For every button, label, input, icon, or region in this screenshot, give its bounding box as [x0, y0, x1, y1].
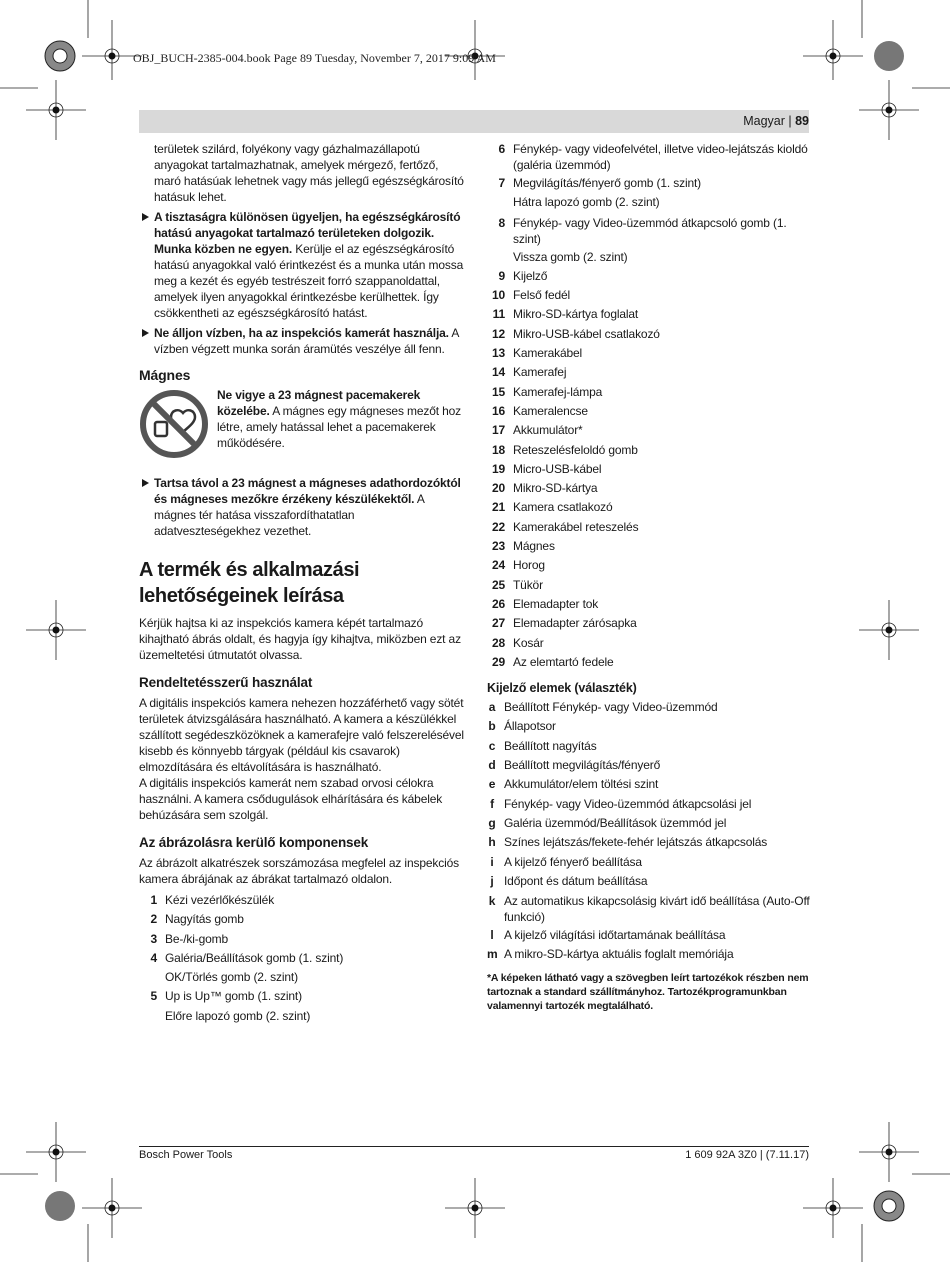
intended-use-p1: A digitális inspekciós kamera nehezen hozzáférhető vagy sötét területek átvizsgálására használható. A kamera a készülékkel szállított segédeszközöknek a kamerafejre való felszerelésével kisebb és könnyebb tárgyak (például kis csavarok) elmozdítására és eltávolítására is használható. — [139, 696, 464, 774]
list-item-sub: Hátra lapozó gomb (2. szint) — [513, 195, 660, 210]
bullet-triangle-icon — [142, 329, 149, 337]
footnote: *A képeken látható vagy a szövegben leírt tartozékok részben nem tartoznak a standard szállítmányhoz. Tartozékprogramunkban valamennyi tartozék megtalálható. — [487, 971, 809, 1012]
list-item: 22 Kamerakábel reteszelés — [491, 519, 639, 534]
list-item: 17 Akkumulátor* — [491, 423, 583, 438]
list-item: 19 Micro-USB-kábel — [491, 461, 602, 476]
list-item: l A kijelző világítási időtartamának beállítása — [490, 928, 726, 943]
list-item: b Állapotsor — [488, 719, 556, 734]
list-item: 26 Elemadapter tok — [491, 596, 599, 611]
components-heading: Az ábrázolásra kerülő komponensek — [139, 835, 369, 850]
components-intro: Az ábrázolt alkatrészek sorszámozása megfelel az inspekciós kamera ábrájának az ábrákat tartalmazó oldalon. — [139, 856, 459, 886]
list-item: a Beállított Fénykép- vagy Video-üzemmód — [488, 700, 718, 715]
warning-water: Ne álljon vízben, ha az inspekciós kamerát használja. A vízben végzett munka során áramütés veszélye áll fenn. — [139, 325, 464, 357]
header-bar — [139, 110, 809, 133]
page-header: Magyar | 89 — [743, 114, 809, 128]
components-list-left — [139, 891, 464, 1026]
list-item: 16 Kameralencse — [491, 403, 588, 418]
page-number: 89 — [795, 114, 809, 128]
section-intro: Kérjük hajtsa ki az inspekciós kamera képét tartalmazó kihajtható ábrás oldalt, és hagyja így kihajtva, miközben ezt az üzemeltetési útmutatót olvassa. — [139, 616, 461, 662]
header-language: Magyar — [743, 114, 785, 128]
list-item: 20 Mikro-SD-kártya — [491, 481, 598, 496]
section-title: A termék és alkalmazási lehetőségeinek leírása — [139, 559, 360, 607]
list-item: 29 Az elemtartó fedele — [491, 654, 614, 669]
list-item: i A kijelző fényerő beállítása — [490, 854, 642, 869]
list-item-sub: Vissza gomb (2. szint) — [513, 249, 628, 264]
list-item: 7 Megvilágítás/fényerő gomb (1. szint) — [498, 176, 702, 190]
list-item: 6 Fénykép- vagy videofelvétel, illetve video-lejátszás kioldó (galéria üzemmód) — [498, 142, 808, 172]
list-item: 27 Elemadapter zárósapka — [491, 616, 637, 631]
list-item-sub: OK/Törlés gomb (2. szint) — [165, 970, 298, 985]
intended-use-heading: Rendeltetésszerű használat — [139, 675, 313, 690]
list-item: e Akkumulátor/elem töltési szint — [488, 777, 659, 792]
magnet-warning — [139, 387, 464, 465]
footer-docnumber: 1 609 92A 3Z0 | (7.11.17) — [685, 1149, 809, 1161]
list-item: f Fénykép- vagy Video-üzemmód átkapcsolási jel — [490, 796, 752, 811]
list-item: j Időpont és dátum beállítása — [490, 873, 648, 888]
footer-brand: Bosch Power Tools — [139, 1149, 233, 1161]
list-item: 8 Fénykép- vagy Video-üzemmód átkapcsoló gomb (1. szint) — [498, 215, 787, 246]
bullet-triangle-icon — [142, 213, 149, 221]
no-pacemaker-icon — [139, 389, 209, 459]
right-column — [487, 141, 811, 1013]
intended-use-p2: A digitális inspekciós kamerát nem szabad orvosi célokra használni. A kamera csődugulások elhárítására és kábelek behúzására sem szolgál. — [139, 776, 443, 822]
list-item: 15 Kamerafej-lámpa — [491, 384, 603, 399]
list-item: k Az automatikus kikapcsolásig kivárt idő beállítása (Auto-Off funkció) — [488, 894, 810, 925]
list-item: d Beállított megvilágítás/fényerő — [488, 758, 661, 773]
list-item: 25 Tükör — [491, 577, 543, 592]
list-item: 10 Felső fedél — [491, 288, 571, 303]
list-item: 21 Kamera csatlakozó — [491, 500, 613, 515]
list-item: 24 Horog — [491, 558, 545, 573]
magnet-heading: Mágnes — [139, 367, 191, 383]
list-item: c Beállított nagyítás — [488, 738, 597, 753]
bullet-triangle-icon — [142, 479, 149, 487]
list-item: 28 Kosár — [491, 635, 544, 650]
list-item: 11 Mikro-SD-kártya foglalat — [492, 307, 639, 322]
list-item: 5 Up is Up™ gomb (1. szint) — [150, 989, 302, 1004]
warning-magnetic-media: Tartsa távol a 23 mágnest a mágneses adathordozóktól és mágneses mezőkre érzékeny készülékektől. A mágnes tér hatása visszafordíthatatlan adatveszteségekhez vezethet. — [139, 475, 464, 539]
display-elements-list — [487, 698, 811, 965]
list-item: 13 Kamerakábel — [491, 346, 583, 361]
magnet-warning-text: Ne vigye a 23 mágnest pacemakerek közelébe. A mágnes egy mágneses mezőt hoz létre, amely hatással lehet a pacemakerek működésére. — [217, 388, 462, 450]
list-item-sub: Előre lapozó gomb (2. szint) — [165, 1008, 311, 1023]
list-item: 9 Kijelző — [498, 268, 548, 283]
list-item: 18 Reteszelésfeloldó gomb — [491, 442, 638, 457]
list-item: h Színes lejátszás/fekete-fehér lejátszás átkapcsolás — [488, 835, 768, 850]
list-item: g Galéria üzemmód/Beállítások üzemmód jel — [488, 815, 727, 830]
list-item: 14 Kamerafej — [491, 365, 567, 380]
left-column — [139, 141, 464, 1026]
display-elements-heading: Kijelző elemek (választék) — [487, 681, 637, 696]
slug-line: OBJ_BUCH-2385-004.book Page 89 Tuesday, November 7, 2017 9:09 AM — [133, 51, 496, 65]
components-list-right — [487, 267, 811, 672]
list-item: 4 Galéria/Beállítások gomb (1. szint) — [150, 950, 344, 965]
list-item: m A mikro-SD-kártya aktuális foglalt memóriája — [487, 947, 734, 962]
list-item: 2 Nagyítás gomb — [150, 912, 244, 927]
warning-hygiene: A tisztaságra különösen ügyeljen, ha egészségkárosító hatású anyagokat tartalmazó területeken dolgozik. Munka közben ne egyen. Kerülje el az egészségkárosító hatású anyagokkal való érintkezést és a munka után mossa meg a kezét és egyéb testrészeit forró szappanoldattal, amelyek ilyen anyagokkal érintkezésbe kerülhettek. Így csökkentheti az egészségkárosító hatást. — [139, 209, 464, 321]
list-item: 12 Mikro-USB-kábel csatlakozó — [491, 326, 660, 341]
footer-rule — [139, 1146, 809, 1147]
list-item: 1 Kézi vezérlőkészülék — [150, 893, 275, 907]
list-item: 3 Be-/ki-gomb — [150, 931, 229, 946]
intro-paragraph: területek szilárd, folyékony vagy gázhalmazállapotú anyagokat tartalmazhatnak, amelyek mérgező, fertőző, maró hatásúak lehetnek vagy más jellegű egészségkárosító hatásuk lehet. — [154, 142, 464, 204]
list-item: 23 Mágnes — [491, 539, 555, 554]
